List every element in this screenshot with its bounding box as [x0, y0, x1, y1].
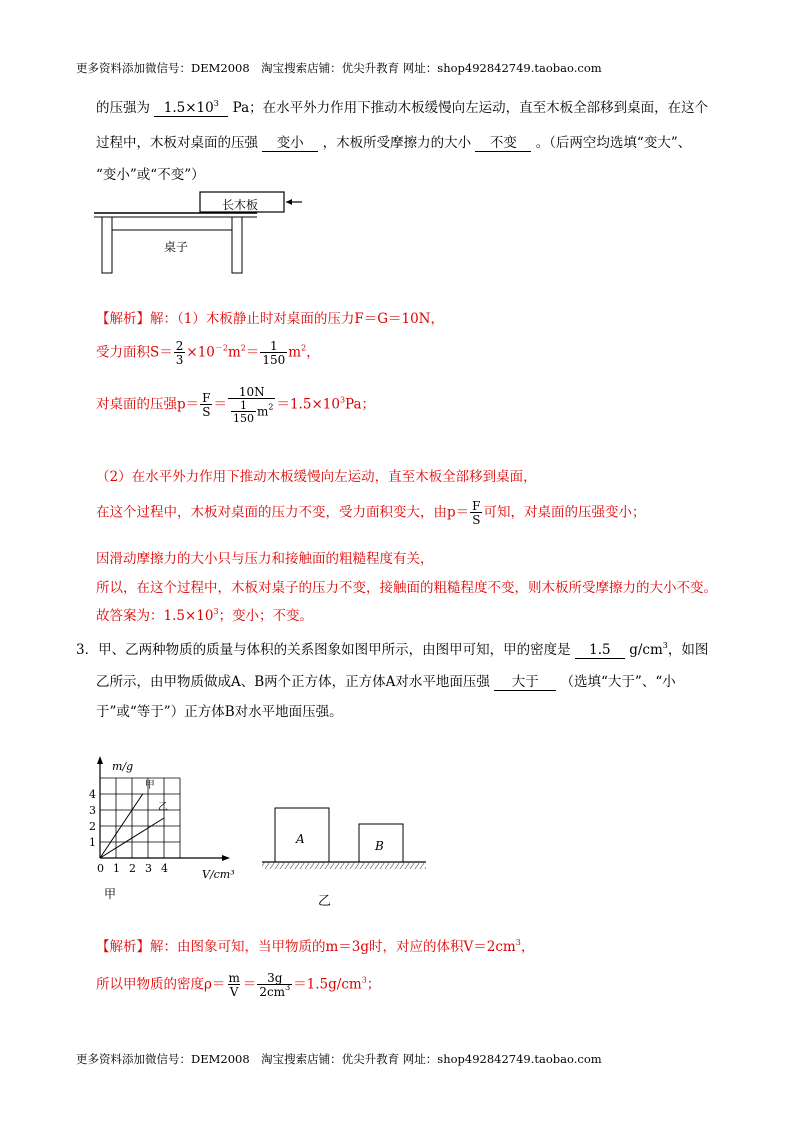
table-label: 桌子: [164, 240, 189, 254]
sol2-line6: 因滑动摩擦力的大小只与压力和接触面的粗糙程度有关，: [96, 551, 434, 567]
x-tick-label: 0: [97, 862, 104, 875]
sol2-answer-summary: 故答案为：$1.5\times 10^3$；变小；不变。: [96, 607, 314, 624]
sol2-line7: 所以，在这个过程中，木板对桌子的压力不变，接触面的粗糙程度不变，则木板所受摩擦力的大小不变。: [96, 580, 717, 596]
page-header: 更多资料添加微信号：DEM2008 淘宝搜索店铺：优尖升教育 网址：shop492842749.taobao.com: [76, 61, 602, 75]
x-tick-label: 3: [145, 862, 152, 875]
y-axis-arrow-icon: [97, 756, 103, 764]
x-tick-label: 4: [161, 862, 168, 875]
sol2-line1: 【解析】解：（1）木板静止时对桌面的压力F＝G＝10N，: [96, 311, 444, 327]
fraction-one-150: $\frac{1}{150}$: [262, 339, 286, 367]
x-axis-arrow-icon: [222, 855, 230, 861]
cube-b-label: B: [375, 839, 384, 853]
sol2-line5: 在这个过程中，木板对桌面的压力不变，受力面积变大，由p＝ $\frac{F}{S}$ 可知，对桌面的压强变小；: [96, 499, 646, 527]
fraction-p-formula: $\frac{F}{S}$: [472, 499, 481, 527]
y-tick-label: 1: [89, 836, 96, 849]
chart-ticks: [89, 760, 235, 901]
fraction-two-thirds: $\frac{2}{3}$: [175, 339, 184, 367]
sol2-line3: 对桌面的压强p＝ $\frac{F}{S}$ ＝ 10N $\frac{1}{150}$ $m^2$ $=1.5\times 10^3Pa$；: [96, 385, 376, 425]
cubes-figure: [258, 800, 430, 874]
q2-answer-friction-change: 不变: [475, 131, 531, 152]
sol2-line2: 受力面积S＝ $\frac{2}{3}$ $\times 10^{-2}m^2=$ $\frac{1}{150}$ $m^2$，: [96, 339, 320, 367]
chart-caption: 甲: [104, 887, 117, 901]
y-axis-label: m/g: [112, 760, 134, 773]
q3-line3: 于”或“等于”）正方体B对水平地面压强。: [96, 704, 343, 720]
board-label: 长木板: [222, 198, 259, 212]
q3-answer-density: 1.5: [575, 642, 625, 659]
cube-a-label: A: [296, 832, 305, 846]
chart-grid: [100, 778, 180, 858]
q2-line2: 过程中，木板对桌面的压强 变小 ，木板所受摩擦力的大小 不变 。（后两空均选填“变大”、: [96, 131, 691, 152]
q3-line2: 乙所示，由甲物质做成A、B两个正方体，正方体A对水平地面压强 大于 （选填“大于”、“小: [96, 670, 676, 691]
y-tick-label: 4: [89, 788, 96, 801]
chart-series: [100, 779, 168, 858]
sol2-line4: （2）在水平外力作用下推动木板缓慢向左运动，直至木板全部移到桌面，: [96, 469, 537, 485]
series-label: 乙: [158, 802, 168, 813]
table-board-figure: [92, 188, 302, 278]
series-label: 甲: [144, 780, 155, 791]
fraction-3g-over-2cm3: $\frac{3g}{2cm^3}$: [259, 971, 291, 999]
fraction-10n-over-area: 10N $\frac{1}{150}$ $m^2$: [228, 386, 275, 424]
q2-line3: “变小”或“不变”）: [96, 167, 205, 183]
x-tick-label: 1: [113, 862, 120, 875]
q2-answer-pressure: $1.5\times 10^3$: [154, 100, 228, 117]
ground-hatch: [262, 863, 426, 869]
fraction-f-over-s: $\frac{F}{S}$: [202, 391, 211, 419]
figure-yi-caption: 乙: [318, 894, 332, 909]
q2-answer-pressure-change: 变小: [262, 131, 318, 152]
fraction-m-over-v: $\frac{m}{V}$: [228, 971, 240, 999]
x-axis-label: V/cm³: [202, 868, 235, 881]
page-footer: 更多资料添加微信号：DEM2008 淘宝搜索店铺：优尖升教育 网址：shop492842749.taobao.com: [76, 1052, 602, 1066]
y-tick-label: 2: [89, 820, 96, 833]
sol3-line1: 【解析】解：由图象可知，当甲物质的m＝3g时，对应的体积$V=2cm^3$，: [96, 938, 535, 955]
q2-line1: 的压强为 $1.5\times 10^3$ Pa；在水平外力作用下推动木板缓慢向左运动，直至木板全部移到桌面，在这个: [96, 99, 709, 116]
push-arrow-icon: [286, 199, 292, 205]
y-tick-label: 3: [89, 804, 96, 817]
mass-volume-chart: [84, 752, 254, 902]
q3-answer-comparison: 大于: [494, 670, 556, 691]
sol3-line2: 所以甲物质的密度ρ＝ $\frac{m}{V}$ ＝ $\frac{3g}{2cm^3}$ $=1.5g/cm^3$；: [96, 971, 381, 999]
x-tick-label: 2: [129, 862, 136, 875]
q3-line1: 3．甲、乙两种物质的质量与体积的关系图象如图甲所示，由图甲可知，甲的密度是 1.5 $g/cm^3$，如图: [76, 641, 709, 658]
